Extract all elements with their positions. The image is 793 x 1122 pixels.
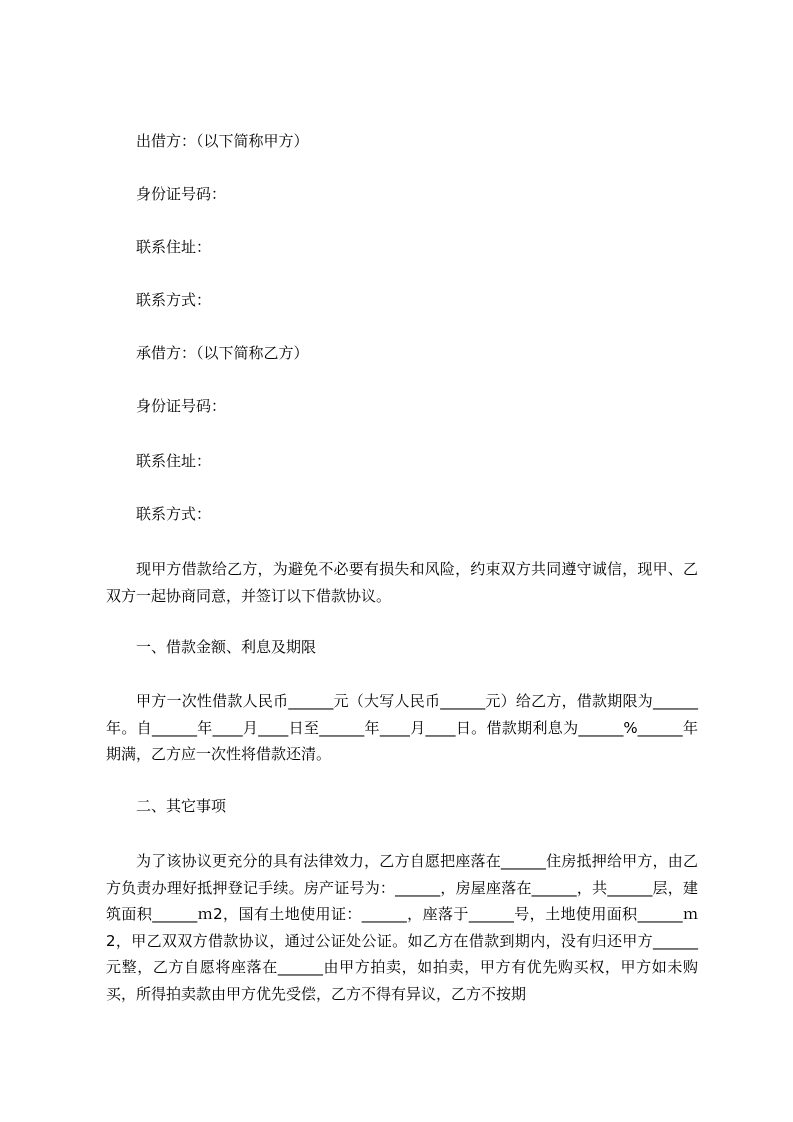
- section-2-body: 为了该协议更充分的具有法律效力，乙方自愿把座落在______住房抵押给甲方，由乙方负责办理好抵押登记手续。房产证号为：______，房屋座落在______，共______层，建筑面积______ｍ2，国有土地使用证：______，座落于______号，土地使用面积______ｍ2，甲乙双双方借款协议，通过公证处公证。如乙方在借款到期内，没有归还甲方______元整，乙方自愿将座落在______由甲方拍卖，如拍卖，甲方有优先购买权，甲方如未购买，所得拍卖款由甲方优先受偿，乙方不得有异议，乙方不按期: [106, 852, 698, 1003]
- borrower-address-label: 联系住址：: [136, 452, 212, 470]
- section-1-body: 甲方一次性借款人民币______元（大写人民币______元）给乙方，借款期限为______年。自______年____月____日至______年____月____日。借款期利息为______%______年期满，乙方应一次性将借款还清。: [106, 692, 698, 763]
- borrower-label: 承借方：（以下简称乙方）: [136, 344, 309, 362]
- lender-label: 出借方：（以下简称甲方）: [136, 132, 309, 150]
- section-1-heading: 一、借款金额、利息及期限: [136, 638, 317, 656]
- borrower-contact-label: 联系方式：: [136, 505, 212, 523]
- lender-id-label: 身份证号码：: [136, 185, 227, 203]
- lender-contact-label: 联系方式：: [136, 291, 212, 309]
- lender-address-label: 联系住址：: [136, 238, 212, 256]
- borrower-id-label: 身份证号码：: [136, 397, 227, 415]
- intro-paragraph: 现甲方借款给乙方，为避免不必要有损失和风险，约束双方共同遵守诚信，现甲、乙双方一起协商同意，并签订以下借款协议。: [106, 560, 698, 605]
- section-2-heading: 二、其它事项: [136, 797, 227, 815]
